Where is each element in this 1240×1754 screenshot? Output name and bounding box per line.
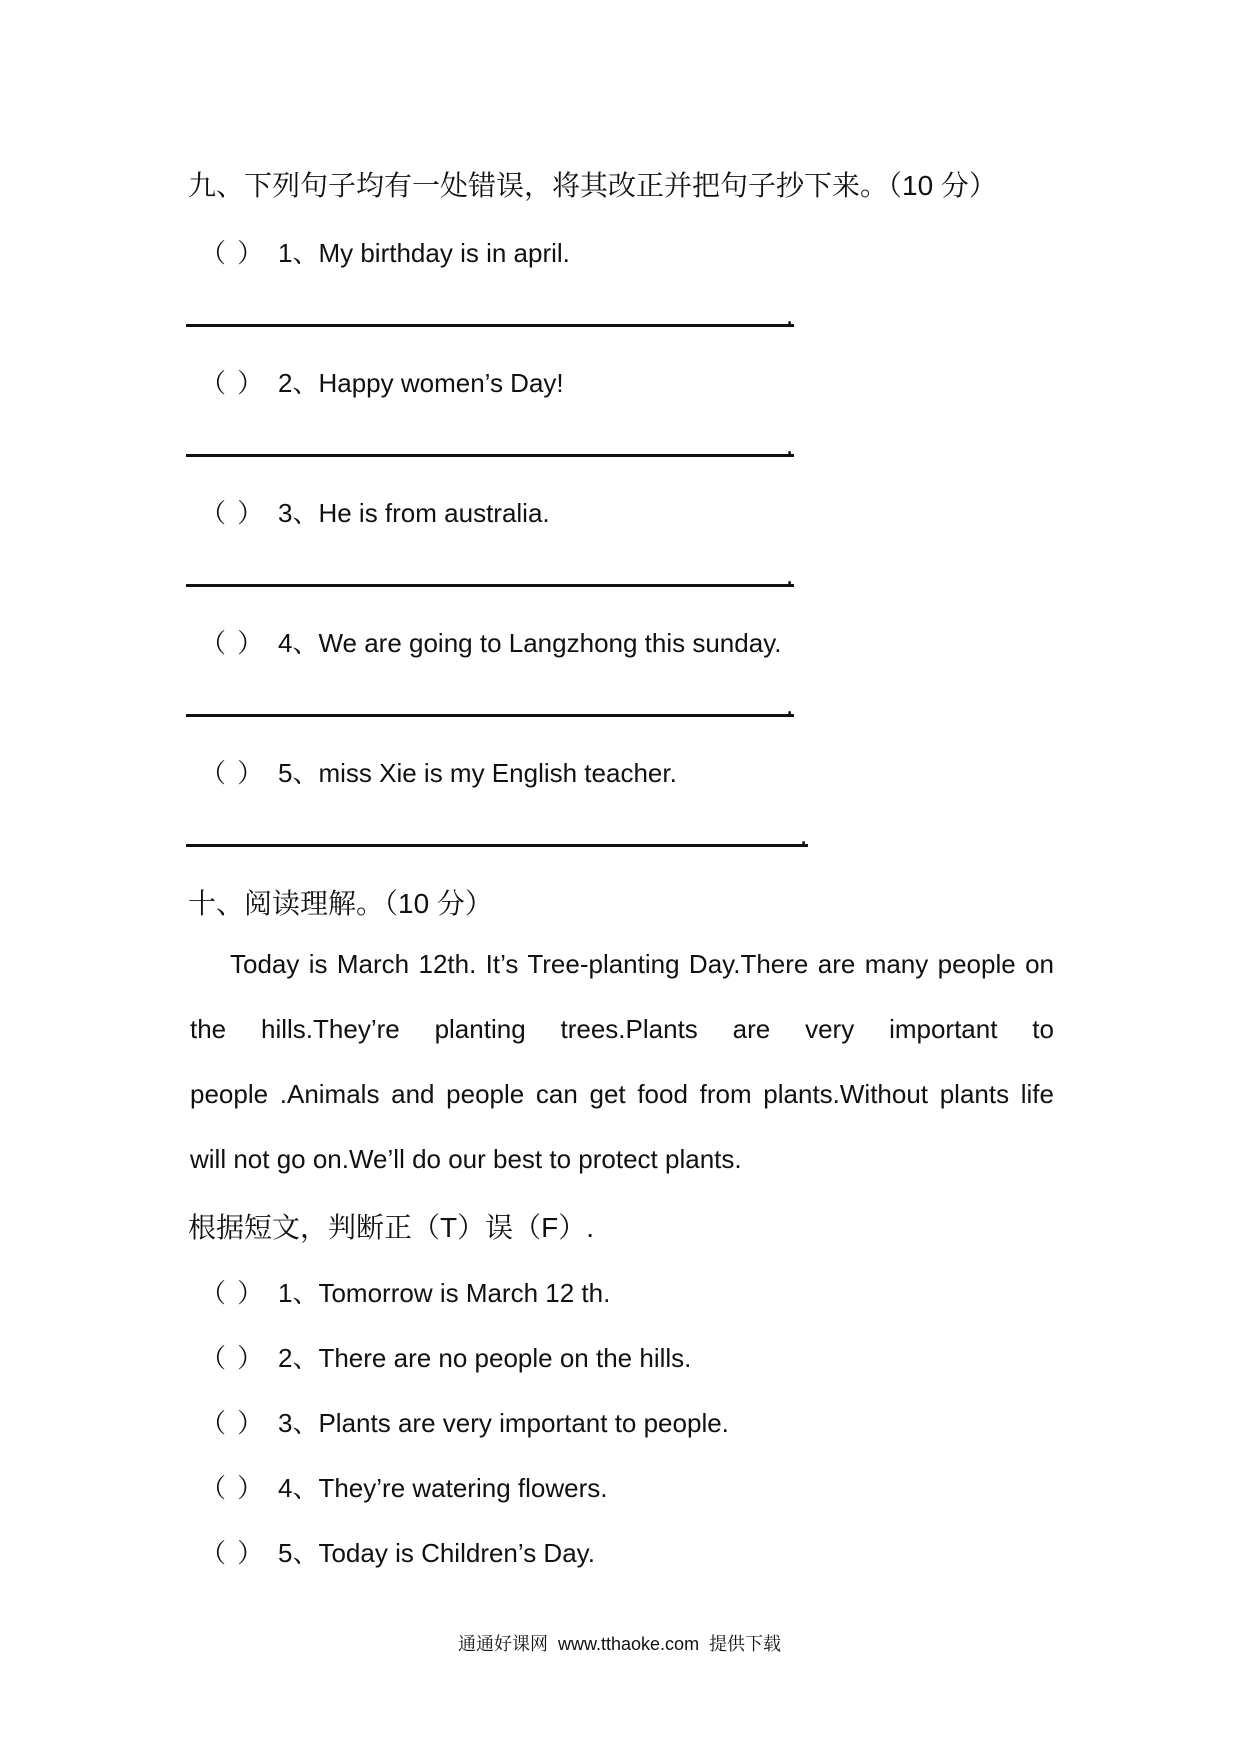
correction-item-4 [200,623,781,660]
answer-paren[interactable]: （ ） [200,498,266,528]
correction-item-3 [200,493,550,530]
tf-item-2 [200,1338,691,1375]
line-end-period: . [786,690,794,720]
reading-passage [190,946,1054,1206]
tf-item-4 [200,1468,607,1505]
answer-line-5[interactable] [186,844,808,847]
answer-paren[interactable]: （ ） [200,1408,266,1438]
answer-paren[interactable]: （ ） [200,368,266,398]
passage-line: Today is March 12th. It’s Tree-planting Day.There are many people on [230,949,1054,979]
answer-paren[interactable]: （ ） [200,1278,266,1308]
item-text: 5、Today is Children’s Day. [278,1538,595,1568]
item-text: 1、My birthday is in april. [278,238,570,268]
answer-paren[interactable]: （ ） [200,238,266,268]
line-end-period: . [786,300,794,330]
answer-line-3[interactable] [186,584,794,587]
answer-paren[interactable]: （ ） [200,758,266,788]
item-text: 2、There are no people on the hills. [278,1343,692,1373]
tf-item-5 [200,1533,595,1570]
item-text: 4、We are going to Langzhong this sunday. [278,628,782,658]
answer-paren[interactable]: （ ） [200,1343,266,1373]
item-text: 1、Tomorrow is March 12 th. [278,1278,611,1308]
page-footer: 通通好课网 www.tthaoke.com 提供下载 [458,1634,782,1654]
answer-paren[interactable]: （ ） [200,1473,266,1503]
section-10-heading: 十、阅读理解。（10 分） [188,888,493,919]
item-text: 2、Happy women’s Day! [278,368,564,398]
passage-line: will not go on.We’ll do our best to protect plants. [190,1144,742,1174]
answer-line-1[interactable] [186,324,794,327]
passage-line: people .Animals and people can get food from plants.Without plants life [190,1079,1054,1109]
answer-paren[interactable]: （ ） [200,628,266,658]
tf-instruction: 根据短文，判断正（T）误（F）. [188,1212,594,1243]
item-text: 4、They’re watering flowers. [278,1473,608,1503]
passage-line: the hills.They’re planting trees.Plants are very important to [190,1014,1054,1044]
tf-item-3 [200,1403,729,1440]
answer-line-2[interactable] [186,454,794,457]
item-text: 5、miss Xie is my English teacher. [278,758,677,788]
correction-item-1 [200,233,570,270]
answer-paren[interactable]: （ ） [200,1538,266,1568]
line-end-period: . [786,560,794,590]
line-end-period: . [786,430,794,460]
correction-item-5 [200,753,677,790]
item-text: 3、He is from australia. [278,498,550,528]
tf-item-1 [200,1273,610,1310]
answer-line-4[interactable] [186,714,794,717]
line-end-period: . [800,820,808,850]
section-9-heading: 九、下列句子均有一处错误，将其改正并把句子抄下来。（10 分） [188,170,997,201]
item-text: 3、Plants are very important to people. [278,1408,729,1438]
correction-item-2 [200,363,564,400]
